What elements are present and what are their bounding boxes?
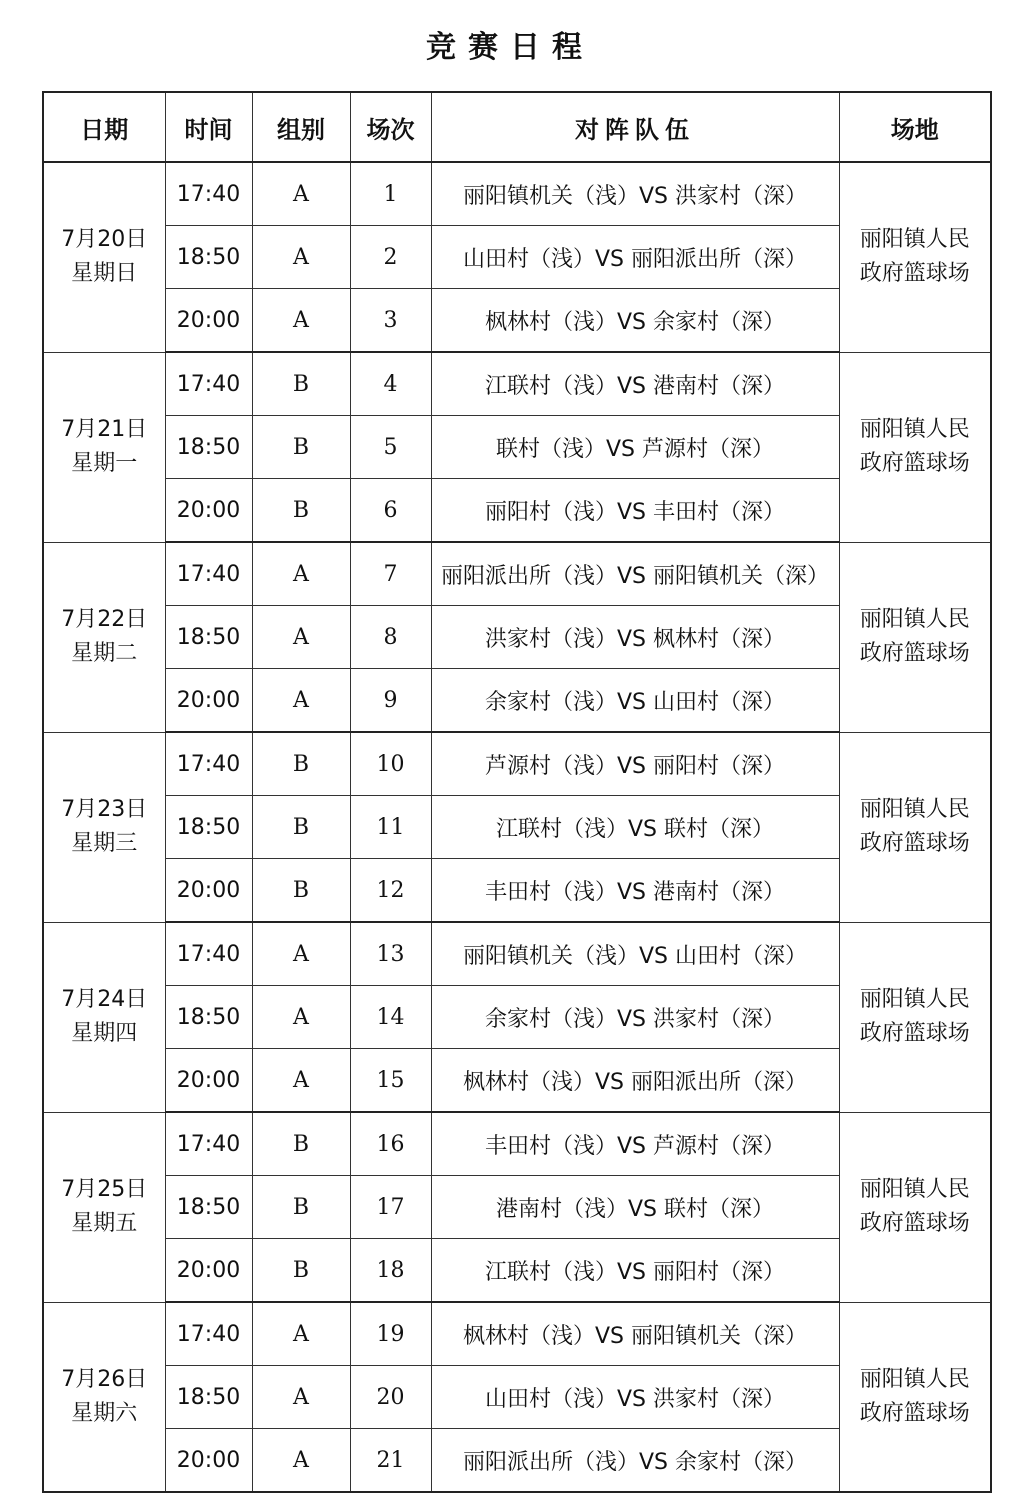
match-no-cell: 11 <box>350 796 431 859</box>
matchup-cell: 芦源村（浅）VS 丽阳村（深） <box>431 732 839 796</box>
date-cell <box>43 162 165 352</box>
date-text: 7月22日 <box>61 607 148 632</box>
matchup-cell: 山田村（浅）VS 丽阳派出所（深） <box>431 226 839 289</box>
header-matchup: 对阵队伍 <box>431 92 839 162</box>
date-cell <box>43 732 165 922</box>
group-cell: B <box>252 732 350 796</box>
date-text: 7月26日 <box>61 1366 148 1392</box>
weekday-text: 星期五 <box>71 1211 138 1236</box>
matchup-cell: 江联村（浅）VS 港南村（深） <box>431 352 839 416</box>
table-row <box>43 922 991 986</box>
date-text: 7月23日 <box>61 797 148 822</box>
group-cell: A <box>252 1049 350 1113</box>
match-no-cell: 3 <box>350 289 431 353</box>
time-cell: 17:40 <box>165 162 252 226</box>
date-text: 7月25日 <box>61 1177 148 1202</box>
table-row <box>43 542 991 606</box>
matchup-cell: 联村（浅）VS 芦源村（深） <box>431 416 839 479</box>
matchup-cell: 丽阳派出所（浅）VS 余家村（深） <box>431 1429 839 1493</box>
venue-line-1: 丽阳镇人民 <box>859 1177 970 1202</box>
time-cell: 18:50 <box>165 796 252 859</box>
match-no-cell: 4 <box>350 352 431 416</box>
matchup-cell: 枫林村（浅）VS 丽阳镇机关（深） <box>431 1302 839 1366</box>
match-no-cell: 6 <box>350 479 431 543</box>
matchup-cell: 丽阳镇机关（浅）VS 山田村（深） <box>431 922 839 986</box>
header-date: 日期 <box>43 92 165 162</box>
matchup-cell: 枫林村（浅）VS 余家村（深） <box>431 289 839 353</box>
time-cell: 20:00 <box>165 669 252 733</box>
time-cell: 20:00 <box>165 1049 252 1113</box>
weekday-text: 星期日 <box>71 261 138 287</box>
match-no-cell: 13 <box>350 922 431 986</box>
venue-line-1: 丽阳镇人民 <box>859 1366 970 1392</box>
venue-line-2: 政府篮球场 <box>859 1211 970 1236</box>
time-cell: 17:40 <box>165 922 252 986</box>
group-cell: B <box>252 416 350 479</box>
date-cell <box>43 1112 165 1302</box>
group-cell: A <box>252 669 350 733</box>
venue-cell <box>839 922 991 1112</box>
date-text: 7月20日 <box>61 227 148 253</box>
venue-line-2: 政府篮球场 <box>859 261 970 287</box>
match-no-cell: 21 <box>350 1429 431 1493</box>
time-cell: 17:40 <box>165 542 252 606</box>
page-title: 竞赛日程 <box>426 30 594 65</box>
table-row <box>43 1112 991 1176</box>
group-cell: A <box>252 162 350 226</box>
match-no-cell: 8 <box>350 606 431 669</box>
venue-cell <box>839 732 991 922</box>
venue-cell <box>839 162 991 352</box>
table-row <box>43 162 991 226</box>
table-row <box>43 732 991 796</box>
time-cell: 17:40 <box>165 352 252 416</box>
group-cell: A <box>252 606 350 669</box>
venue-line-2: 政府篮球场 <box>859 451 970 476</box>
venue-line-1: 丽阳镇人民 <box>859 987 970 1012</box>
matchup-cell: 丽阳派出所（浅）VS 丽阳镇机关（深） <box>431 542 839 606</box>
matchup-cell: 余家村（浅）VS 山田村（深） <box>431 669 839 733</box>
time-cell: 18:50 <box>165 606 252 669</box>
venue-cell <box>839 352 991 542</box>
date-text: 7月21日 <box>61 417 148 442</box>
group-cell: A <box>252 1366 350 1429</box>
venue-line-1: 丽阳镇人民 <box>859 417 970 442</box>
matchup-cell: 丽阳镇机关（浅）VS 洪家村（深） <box>431 162 839 226</box>
group-cell: B <box>252 352 350 416</box>
match-no-cell: 5 <box>350 416 431 479</box>
venue-line-2: 政府篮球场 <box>859 1400 970 1426</box>
match-no-cell: 7 <box>350 542 431 606</box>
time-cell: 18:50 <box>165 1176 252 1239</box>
group-cell: B <box>252 1176 350 1239</box>
venue-cell <box>839 1112 991 1302</box>
weekday-text: 星期一 <box>71 451 138 476</box>
group-cell: A <box>252 1429 350 1493</box>
venue-line-2: 政府篮球场 <box>859 831 970 856</box>
table-row <box>43 352 991 416</box>
time-cell: 20:00 <box>165 479 252 543</box>
matchup-cell: 丽阳村（浅）VS 丰田村（深） <box>431 479 839 543</box>
time-cell: 18:50 <box>165 1366 252 1429</box>
matchup-cell: 江联村（浅）VS 联村（深） <box>431 796 839 859</box>
group-cell: B <box>252 796 350 859</box>
venue-line-1: 丽阳镇人民 <box>859 797 970 822</box>
match-no-cell: 15 <box>350 1049 431 1113</box>
date-text: 7月24日 <box>61 987 148 1012</box>
match-no-cell: 1 <box>350 162 431 226</box>
matchup-cell: 江联村（浅）VS 丽阳村（深） <box>431 1239 839 1303</box>
time-cell: 20:00 <box>165 1239 252 1303</box>
venue-line-2: 政府篮球场 <box>859 641 970 666</box>
match-no-cell: 12 <box>350 859 431 923</box>
weekday-text: 星期三 <box>71 831 138 856</box>
match-no-cell: 9 <box>350 669 431 733</box>
header-venue: 场地 <box>839 92 991 162</box>
group-cell: B <box>252 1112 350 1176</box>
date-cell <box>43 922 165 1112</box>
matchup-cell: 港南村（浅）VS 联村（深） <box>431 1176 839 1239</box>
matchup-cell: 余家村（浅）VS 洪家村（深） <box>431 986 839 1049</box>
match-no-cell: 18 <box>350 1239 431 1303</box>
time-cell: 18:50 <box>165 416 252 479</box>
match-no-cell: 19 <box>350 1302 431 1366</box>
time-cell: 17:40 <box>165 1112 252 1176</box>
header-row <box>43 92 991 162</box>
time-cell: 20:00 <box>165 289 252 353</box>
schedule-body <box>43 162 991 1492</box>
weekday-text: 星期四 <box>71 1021 138 1046</box>
match-no-cell: 2 <box>350 226 431 289</box>
time-cell: 17:40 <box>165 1302 252 1366</box>
match-no-cell: 16 <box>350 1112 431 1176</box>
schedule-table <box>42 91 992 1493</box>
date-cell <box>43 1302 165 1492</box>
venue-cell <box>839 1302 991 1492</box>
match-no-cell: 17 <box>350 1176 431 1239</box>
header-match-no: 场次 <box>350 92 431 162</box>
time-cell: 20:00 <box>165 1429 252 1493</box>
date-cell <box>43 352 165 542</box>
header-group: 组别 <box>252 92 350 162</box>
table-row <box>43 1302 991 1366</box>
group-cell: A <box>252 1302 350 1366</box>
weekday-text: 星期六 <box>71 1400 138 1426</box>
match-no-cell: 20 <box>350 1366 431 1429</box>
venue-line-1: 丽阳镇人民 <box>859 227 970 253</box>
group-cell: A <box>252 542 350 606</box>
header-time: 时间 <box>165 92 252 162</box>
matchup-cell: 丰田村（浅）VS 芦源村（深） <box>431 1112 839 1176</box>
match-no-cell: 10 <box>350 732 431 796</box>
group-cell: B <box>252 1239 350 1303</box>
venue-line-2: 政府篮球场 <box>859 1021 970 1046</box>
venue-cell <box>839 542 991 732</box>
group-cell: A <box>252 289 350 353</box>
group-cell: A <box>252 922 350 986</box>
matchup-cell: 丰田村（浅）VS 港南村（深） <box>431 859 839 923</box>
matchup-cell: 山田村（浅）VS 洪家村（深） <box>431 1366 839 1429</box>
time-cell: 17:40 <box>165 732 252 796</box>
match-no-cell: 14 <box>350 986 431 1049</box>
time-cell: 18:50 <box>165 226 252 289</box>
matchup-cell: 枫林村（浅）VS 丽阳派出所（深） <box>431 1049 839 1113</box>
group-cell: B <box>252 859 350 923</box>
venue-line-1: 丽阳镇人民 <box>859 607 970 632</box>
date-cell <box>43 542 165 732</box>
time-cell: 18:50 <box>165 986 252 1049</box>
group-cell: B <box>252 479 350 543</box>
group-cell: A <box>252 986 350 1049</box>
group-cell: A <box>252 226 350 289</box>
matchup-cell: 洪家村（浅）VS 枫林村（深） <box>431 606 839 669</box>
time-cell: 20:00 <box>165 859 252 923</box>
weekday-text: 星期二 <box>71 641 138 666</box>
